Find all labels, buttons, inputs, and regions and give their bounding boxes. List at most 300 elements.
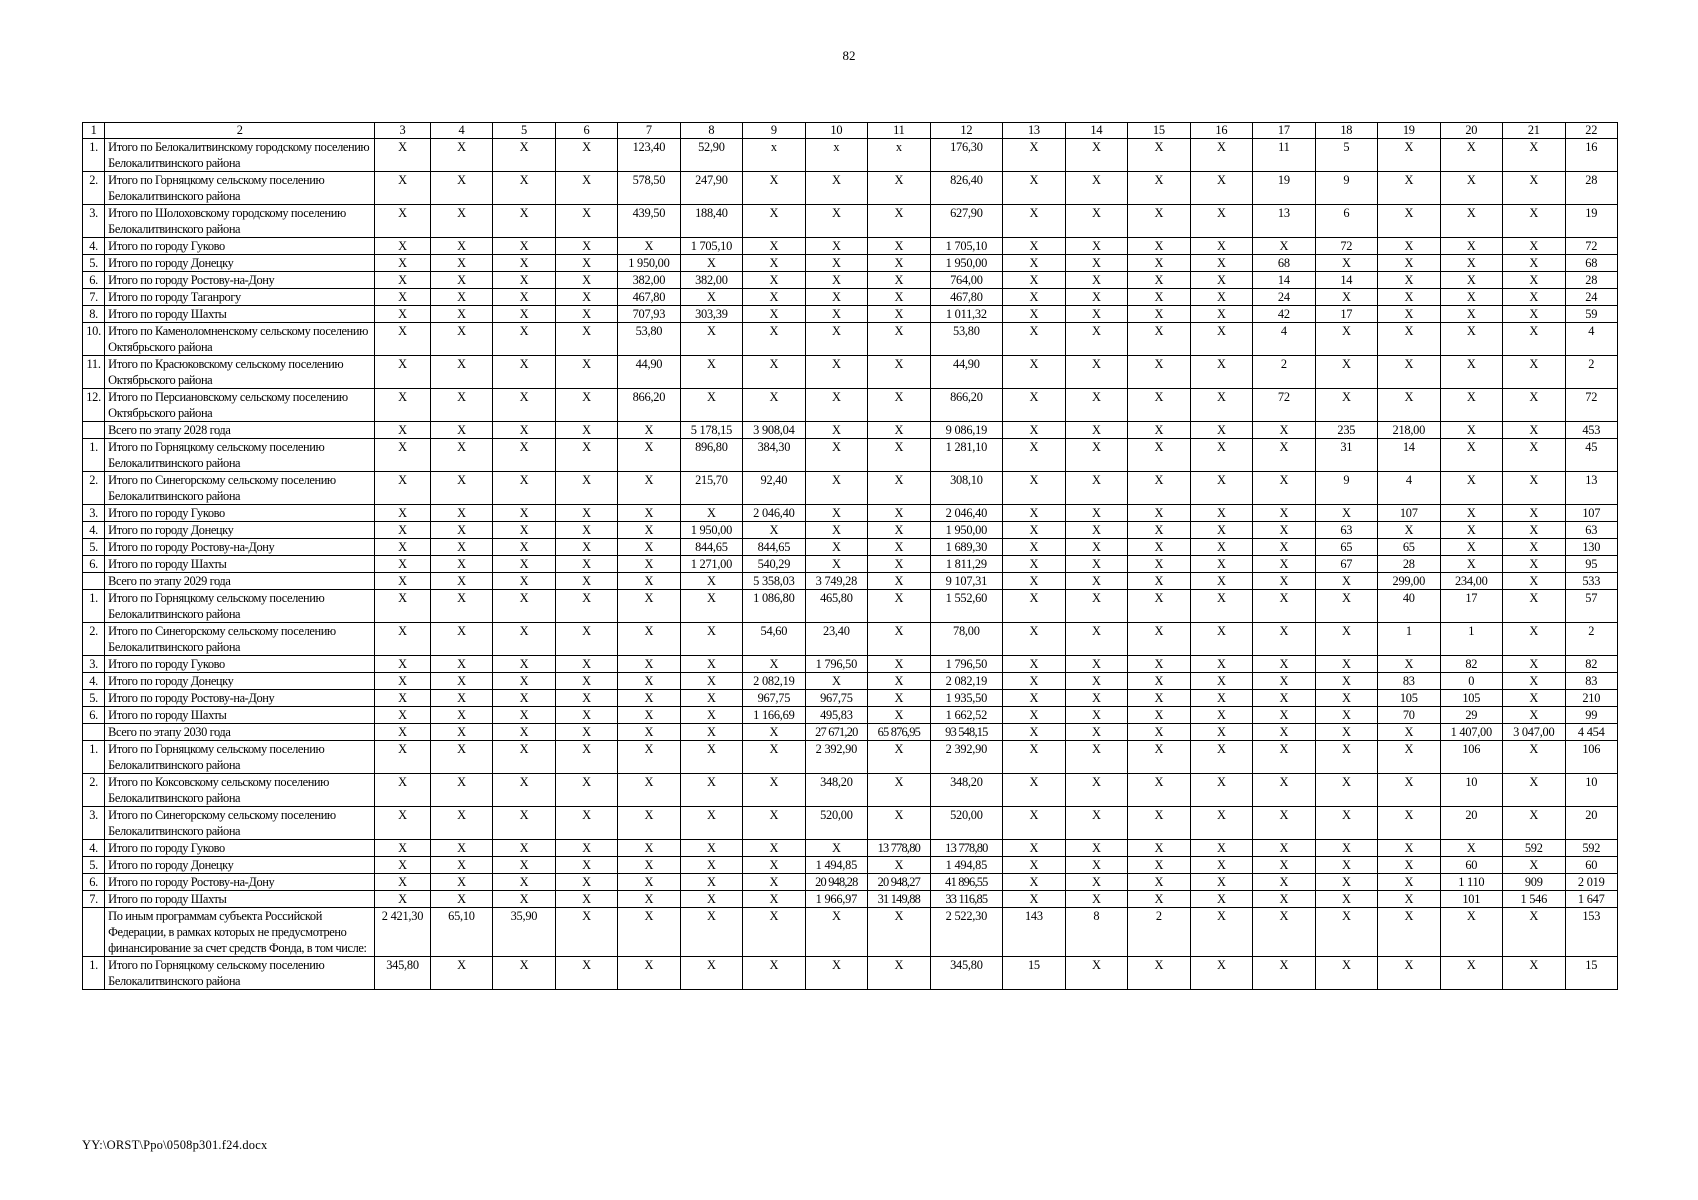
value-cell: X [1440,556,1502,573]
value-cell: X [1315,857,1377,874]
value-cell: X [743,323,805,356]
value-cell: X [618,472,680,505]
value-cell: X [1190,690,1252,707]
value-cell: 247,90 [680,172,742,205]
value-cell: X [555,389,617,422]
value-cell: X [375,255,430,272]
value-cell: 107 [1378,505,1440,522]
value-cell: 4 454 [1565,724,1618,741]
table-row [83,857,1618,874]
value-cell: X [743,255,805,272]
value-cell: X [680,573,742,590]
value-cell: X [1190,289,1252,306]
value-cell: 10 [1440,774,1502,807]
row-name-cell: Итого по Красюковскому сельскому поселению Октябрьского района [105,356,375,389]
value-cell: x [868,139,930,172]
value-cell: 44,90 [930,356,1003,389]
value-cell: X [618,891,680,908]
value-cell: X [1128,707,1190,724]
value-cell: 1 935,50 [930,690,1003,707]
value-cell: X [1065,774,1127,807]
value-cell: X [1128,205,1190,238]
value-cell: X [555,891,617,908]
value-cell: X [618,439,680,472]
value-cell: 540,29 [743,556,805,573]
value-cell: X [1003,590,1065,623]
value-cell: X [868,172,930,205]
value-cell: 210 [1565,690,1618,707]
value-cell: X [1253,573,1315,590]
value-cell: X [1003,623,1065,656]
value-cell: X [743,908,805,957]
value-cell: X [493,957,555,990]
value-cell: 2 046,40 [743,505,805,522]
row-number-cell: 2. [83,623,105,656]
value-cell: X [1503,707,1565,724]
value-cell: X [1190,389,1252,422]
value-cell: X [375,472,430,505]
column-header: 16 [1190,123,1252,139]
value-cell: X [680,724,742,741]
value-cell: X [1378,891,1440,908]
value-cell: 453 [1565,422,1618,439]
value-cell: X [680,741,742,774]
value-cell: X [555,139,617,172]
column-header: 4 [430,123,492,139]
value-cell: X [805,205,867,238]
value-cell: 20 [1565,807,1618,840]
value-cell: X [1128,874,1190,891]
value-cell: X [375,807,430,840]
value-cell: 4 [1253,323,1315,356]
value-cell: 82 [1565,656,1618,673]
value-cell: X [868,656,930,673]
value-cell: 1 811,29 [930,556,1003,573]
column-header: 15 [1128,123,1190,139]
value-cell: X [680,957,742,990]
value-cell: X [1190,724,1252,741]
value-cell: 93 548,15 [930,724,1003,741]
value-cell: X [1253,656,1315,673]
value-cell: X [805,539,867,556]
row-name-cell: Итого по Горняцкому сельскому поселению Белокалитвинского района [105,439,375,472]
value-cell: X [1190,774,1252,807]
value-cell: X [493,556,555,573]
value-cell: X [868,306,930,323]
value-cell: X [868,690,930,707]
row-name-cell: Итого по городу Гуково [105,840,375,857]
value-cell: 2 082,19 [930,673,1003,690]
value-cell: X [1128,472,1190,505]
row-name-cell: Итого по городу Донецку [105,522,375,539]
value-cell: X [1315,289,1377,306]
column-header: 3 [375,123,430,139]
row-name-cell: Итого по Горняцкому сельскому поселению Белокалитвинского района [105,741,375,774]
value-cell: X [555,857,617,874]
value-cell: X [1315,724,1377,741]
row-name-cell: Итого по Синегорскому сельскому поселению Белокалитвинского района [105,623,375,656]
value-cell: X [1440,908,1502,957]
value-cell: X [1190,707,1252,724]
value-cell: X [1128,957,1190,990]
value-cell: 2 522,30 [930,908,1003,957]
table-row [83,255,1618,272]
table-row [83,306,1618,323]
value-cell: X [1315,741,1377,774]
row-name-cell: Итого по городу Гуково [105,656,375,673]
value-cell: X [375,741,430,774]
value-cell: 4 [1378,472,1440,505]
value-cell: X [430,522,492,539]
value-cell: X [868,323,930,356]
value-cell: X [375,289,430,306]
value-cell: X [1253,238,1315,255]
value-cell: X [1190,205,1252,238]
value-cell: X [618,623,680,656]
value-cell: X [743,840,805,857]
row-number-cell: 1. [83,139,105,172]
value-cell: X [430,707,492,724]
value-cell: 65 [1315,539,1377,556]
value-cell: X [1503,172,1565,205]
value-cell: X [1003,172,1065,205]
value-cell: 215,70 [680,472,742,505]
value-cell: X [1440,306,1502,323]
row-number-cell: 3. [83,205,105,238]
value-cell: X [1065,690,1127,707]
value-cell: X [1128,323,1190,356]
value-cell: 2 392,90 [930,741,1003,774]
row-name-cell: Итого по городу Шахты [105,306,375,323]
value-cell: X [618,690,680,707]
value-cell: 1 494,85 [930,857,1003,874]
value-cell: X [680,623,742,656]
table-row [83,422,1618,439]
value-cell: X [1315,590,1377,623]
value-cell: X [1128,539,1190,556]
value-cell: X [430,422,492,439]
value-cell: X [1065,472,1127,505]
value-cell: X [743,857,805,874]
row-name-cell: Итого по городу Ростову-на-Дону [105,272,375,289]
value-cell: 5 178,15 [680,422,742,439]
value-cell: 27 671,20 [805,724,867,741]
value-cell: X [1065,205,1127,238]
value-cell: X [375,690,430,707]
value-cell: X [680,590,742,623]
value-cell: X [375,505,430,522]
table-row [83,874,1618,891]
value-cell: X [1253,774,1315,807]
table-row [83,573,1618,590]
value-cell: 2 [1565,356,1618,389]
value-cell: X [1128,673,1190,690]
value-cell: 19 [1565,205,1618,238]
value-cell: X [375,172,430,205]
row-number-cell: 3. [83,807,105,840]
value-cell: 24 [1253,289,1315,306]
table-row [83,908,1618,957]
table-row [83,272,1618,289]
value-cell: X [1065,656,1127,673]
table-row [83,505,1618,522]
value-cell: X [493,255,555,272]
value-cell: X [555,505,617,522]
value-cell: X [1190,874,1252,891]
value-cell: X [430,172,492,205]
row-number-cell: 5. [83,857,105,874]
value-cell: X [868,857,930,874]
value-cell: X [1378,238,1440,255]
value-cell: 578,50 [618,172,680,205]
value-cell: X [805,556,867,573]
value-cell: 1 796,50 [930,656,1003,673]
value-cell: X [1190,306,1252,323]
value-cell: X [1190,255,1252,272]
value-cell: X [1378,139,1440,172]
value-cell: X [680,840,742,857]
value-cell: X [1065,741,1127,774]
value-cell: X [743,172,805,205]
table-row [83,957,1618,990]
value-cell: 13 [1253,205,1315,238]
value-cell: 348,20 [805,774,867,807]
value-cell: X [618,874,680,891]
value-cell: X [1065,272,1127,289]
document-path-footer: YY:\ORST\Ppo\0508p301.f24.docx [82,1138,268,1152]
row-number-cell: 7. [83,289,105,306]
value-cell: X [375,656,430,673]
value-cell: 83 [1378,673,1440,690]
value-cell: 439,50 [618,205,680,238]
value-cell: X [493,356,555,389]
value-cell: 1 689,30 [930,539,1003,556]
value-cell: X [555,656,617,673]
value-cell: 866,20 [618,389,680,422]
value-cell: 123,40 [618,139,680,172]
value-cell: X [743,356,805,389]
value-cell: X [1378,255,1440,272]
value-cell: 101 [1440,891,1502,908]
value-cell: X [1065,673,1127,690]
value-cell: X [430,957,492,990]
value-cell: X [743,272,805,289]
value-cell: X [555,289,617,306]
value-cell: 218,00 [1378,422,1440,439]
value-cell: X [1440,139,1502,172]
value-cell: X [1128,840,1190,857]
value-cell: X [1253,724,1315,741]
value-cell: X [375,590,430,623]
value-cell: 967,75 [743,690,805,707]
value-cell: X [1253,673,1315,690]
value-cell: X [1003,673,1065,690]
value-cell: X [1253,840,1315,857]
column-header: 7 [618,123,680,139]
value-cell: X [1378,323,1440,356]
row-number-cell: 12. [83,389,105,422]
value-cell: X [1128,139,1190,172]
value-cell: X [1253,908,1315,957]
value-cell: X [1065,556,1127,573]
column-header: 1 [83,123,105,139]
value-cell: X [1003,272,1065,289]
value-cell: X [868,289,930,306]
value-cell: X [555,690,617,707]
value-cell: X [1503,289,1565,306]
value-cell: 9 107,31 [930,573,1003,590]
value-cell: X [868,539,930,556]
data-table-container [82,122,1618,990]
value-cell: X [1003,573,1065,590]
value-cell: 15 [1003,957,1065,990]
value-cell: X [493,422,555,439]
value-cell: X [1503,957,1565,990]
value-cell: X [430,807,492,840]
value-cell: X [555,590,617,623]
table-row [83,623,1618,656]
value-cell: X [1190,573,1252,590]
value-cell: X [1003,422,1065,439]
value-cell: 45 [1565,439,1618,472]
column-header: 8 [680,123,742,139]
value-cell: 31 [1315,439,1377,472]
value-cell: X [1003,255,1065,272]
value-cell: X [1065,857,1127,874]
value-cell: 9 086,19 [930,422,1003,439]
value-cell: 1 647 [1565,891,1618,908]
value-cell: X [493,539,555,556]
value-cell: X [618,656,680,673]
value-cell: X [1503,774,1565,807]
table-row [83,590,1618,623]
value-cell: 20 948,27 [868,874,930,891]
value-cell: 99 [1565,707,1618,724]
value-cell: X [493,840,555,857]
value-cell: X [805,908,867,957]
column-header: 19 [1378,123,1440,139]
value-cell: X [1128,238,1190,255]
value-cell: X [1315,891,1377,908]
value-cell: 2 082,19 [743,673,805,690]
value-cell: X [680,707,742,724]
value-cell: 9 [1315,472,1377,505]
value-cell: X [1003,840,1065,857]
value-cell: X [1128,807,1190,840]
row-number-cell [83,573,105,590]
table-row [83,807,1618,840]
value-cell: 2 [1565,623,1618,656]
value-cell: 60 [1565,857,1618,874]
value-cell: X [805,289,867,306]
value-cell: X [493,673,555,690]
value-cell: X [375,623,430,656]
value-cell: X [618,857,680,874]
value-cell: X [1003,741,1065,774]
value-cell: 13 [1565,472,1618,505]
value-cell: X [1128,522,1190,539]
row-name-cell: Итого по городу Ростову-на-Дону [105,690,375,707]
value-cell: X [868,673,930,690]
row-number-cell: 11. [83,356,105,389]
value-cell: 28 [1565,172,1618,205]
value-cell: X [868,590,930,623]
value-cell: X [868,707,930,724]
value-cell: 2 019 [1565,874,1618,891]
value-cell: X [1190,623,1252,656]
value-cell: X [375,139,430,172]
row-name-cell: Всего по этапу 2029 года [105,573,375,590]
value-cell: X [868,807,930,840]
value-cell: X [1003,472,1065,505]
value-cell: 188,40 [680,205,742,238]
column-header: 18 [1315,123,1377,139]
value-cell: X [618,957,680,990]
value-cell: X [1128,690,1190,707]
value-cell: X [430,389,492,422]
value-cell: 1 166,69 [743,707,805,724]
table-row [83,707,1618,724]
value-cell: 106 [1440,741,1502,774]
value-cell: X [743,289,805,306]
value-cell: 2 046,40 [930,505,1003,522]
value-cell: 467,80 [618,289,680,306]
column-header: 20 [1440,123,1502,139]
value-cell: X [868,573,930,590]
row-name-cell: Итого по Коксовскому сельскому поселению Белокалитвинского района [105,774,375,807]
value-cell: X [1253,690,1315,707]
value-cell: X [805,957,867,990]
column-header: 9 [743,123,805,139]
row-number-cell: 1. [83,957,105,990]
value-cell: X [868,272,930,289]
value-cell: X [1503,139,1565,172]
value-cell: 176,30 [930,139,1003,172]
value-cell: X [1440,255,1502,272]
row-name-cell: Итого по городу Шахты [105,707,375,724]
value-cell: X [375,323,430,356]
value-cell: X [618,573,680,590]
value-cell: X [555,439,617,472]
value-cell: 1 950,00 [680,522,742,539]
table-row [83,356,1618,389]
value-cell: X [1003,238,1065,255]
value-cell: 707,93 [618,306,680,323]
value-cell: X [868,957,930,990]
value-cell: 65 876,95 [868,724,930,741]
value-cell: X [618,505,680,522]
value-cell: X [493,238,555,255]
value-cell: 303,39 [680,306,742,323]
value-cell: X [493,724,555,741]
value-cell: 42 [1253,306,1315,323]
value-cell: 82 [1440,656,1502,673]
value-cell: X [868,908,930,957]
value-cell: X [555,306,617,323]
value-cell: X [493,272,555,289]
value-cell: X [1378,857,1440,874]
value-cell: X [1190,139,1252,172]
value-cell: X [375,306,430,323]
row-number-cell: 6. [83,272,105,289]
value-cell: X [805,272,867,289]
value-cell: X [1065,539,1127,556]
value-cell: X [1190,673,1252,690]
value-cell: 83 [1565,673,1618,690]
row-number-cell: 5. [83,690,105,707]
value-cell: X [555,874,617,891]
value-cell: X [555,172,617,205]
